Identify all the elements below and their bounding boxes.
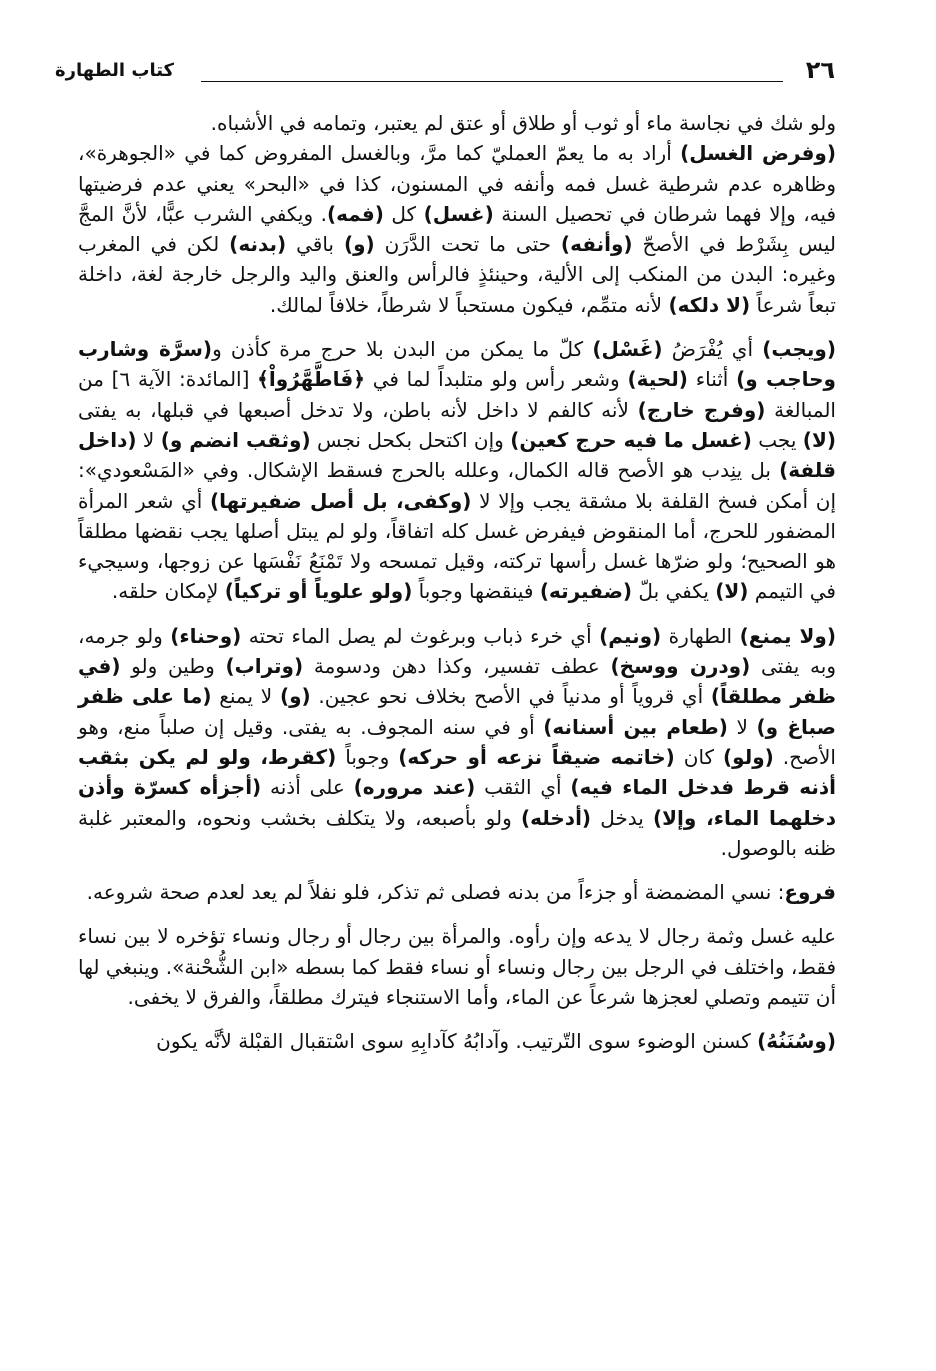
text-run: : نسي المضمضة أو جزءاً من بدنه فصلى ثم تذكر، فلو نفلاً لم يعد لعدم صحة شروعه. <box>86 880 785 905</box>
text-run: على أذنه <box>261 775 354 800</box>
text-run: أي قروياً أو مدنياً في الأصح بخلاف نحو عجين. <box>310 684 711 709</box>
bold-term: (عند مروره) <box>353 775 476 800</box>
page-number: ٢٦ <box>805 56 835 84</box>
text-run: كان <box>674 744 724 769</box>
text-run: [المائدة: الآية ٦] من المبالغة <box>78 367 836 422</box>
paragraph <box>78 1026 836 1056</box>
text-run: وإن اكتحل بكحل نجس <box>310 427 511 452</box>
bold-term: (لا) <box>715 579 749 604</box>
header-rule <box>201 81 783 82</box>
text-run: أي الثقب <box>475 775 571 800</box>
bold-term: (كقرط، ولو لم يكن بثقب أذنه قرط فدخل الماء فيه) <box>78 744 837 800</box>
paragraph <box>78 621 836 863</box>
text-run: أو في سنه المجوف. به يفتى. وقيل إن صلباً منع، وهو الأصح. <box>78 714 836 769</box>
paragraph <box>78 108 836 138</box>
page-header <box>55 58 835 90</box>
bold-term: (لا) <box>802 427 836 452</box>
text-run: أي يُفْرَضُ <box>662 337 763 362</box>
text-run: . ويكفي الشرب عبًّا، لأنَّ المجَّ ليس بِشَرْط في الأصحّ <box>78 201 836 257</box>
text-run: لإمكان حلقه. <box>111 579 225 604</box>
bold-term: ﴿فَاطَّهَّرُواْ﴾ <box>257 367 365 392</box>
bold-term: (وتراب) <box>225 654 304 679</box>
bold-term: (أدخله) <box>520 805 592 830</box>
text-run: كلّ ما يمكن من البدن بلا حرج مرة كأذن و <box>212 337 593 362</box>
text-run: لأنه كالفم لا داخل لأنه باطن، ولا تدخل أصبعها في قبلها، به يفتى <box>78 397 638 422</box>
bold-term: (طعام بين أسنانه) <box>543 714 728 739</box>
bold-term: فروع <box>784 880 836 905</box>
bold-term: (غسل ما فيه حرج كعين) <box>510 427 752 452</box>
bold-term: (ونيم) <box>599 623 662 648</box>
text-run: أي خرء ذباب وبرغوث لم يصل الماء تحته <box>241 623 600 648</box>
text-run: لا <box>136 427 161 452</box>
text-run: لا <box>727 714 757 739</box>
bold-term: (ويجب) <box>762 337 836 362</box>
running-title: كتاب الطهارة <box>55 60 175 81</box>
text-run: بل ينِدب هو الأصح قاله الكمال، وعلله بالحرج فسقط الإشكال. وفي «المَسْعودي»: إن أمكن فسخ القلفة بلا مشقة يجب وإلا لا <box>78 458 836 513</box>
bold-term: (وسُنَنُهُ) <box>757 1029 836 1054</box>
bold-term: (و) <box>343 232 375 257</box>
bold-term: (وحناء) <box>170 623 242 648</box>
bold-term: (ودرن ووسخ) <box>610 654 751 679</box>
bold-term: (أجزأه كسرّة وأذن دخلهما الماء، وإلا) <box>78 775 836 830</box>
bold-term: (ولا يمنع) <box>739 623 836 648</box>
text-run: أثناء <box>687 367 737 392</box>
text-run: يكفي بلّ <box>632 579 716 604</box>
bold-term: (وفرج خارج) <box>637 397 766 422</box>
bold-term: (غَسْل) <box>592 337 663 362</box>
bold-term: (وأنفه) <box>560 232 633 257</box>
bold-term: (ولو علوياً أو تركياً) <box>224 579 413 604</box>
text-run: ولو جرمه، وبه يفتى <box>78 623 836 679</box>
bold-term: (غسل) <box>423 201 494 226</box>
bold-term: (بدنه) <box>229 232 287 257</box>
text-run: ولو شك في نجاسة ماء أو ثوب أو طلاق أو عتق لم يعتبر، وتمامه في الأشباه. <box>210 111 836 135</box>
text-run: الطهارة <box>661 623 740 648</box>
text-run: وجوباً <box>336 744 399 769</box>
bold-term: (ضفيرته) <box>539 579 633 604</box>
bold-term: (ما على ظفر صباغ و) <box>78 684 837 739</box>
text-run: ولو بأصبعه، ولا يتكلف بخشب ونحوه، والمعتبر غلبة ظنه بالوصول. <box>78 805 836 860</box>
text-run: عليه غسل وثمة رجال لا يدعه وإن رأوه. والمرأة بين رجال أو رجال ونساء تؤخره لا بين نساء فقط، واختلف في الرجل بين رجال ونساء أو نساء فقط كما بسطه «ابن الشُّحْنة». وينبغي لها أن تتيمم وتصلي لعجزها شرعاً عن الماء، وأما الاستنجاء فيترك مطلقاً، والفرق لا يخفى. <box>78 924 836 1010</box>
bold-term: (وثقب انضم و) <box>160 427 311 452</box>
bold-term: (و) <box>279 684 311 709</box>
bold-term: (لا دلكه) <box>668 292 751 317</box>
bold-term: (سرَّة وشارب وحاجب و) <box>78 337 836 392</box>
text-run: وشعر رأس ولو متلبداً لما في <box>364 367 628 392</box>
text-run: باقي <box>286 232 344 257</box>
text-run: أراد به ما يعمّ العمليّ كما مرَّ، وبالغسل المفروض كما في «الجوهرة»، وظاهره عدم شرطية غسل فمه وأنفه في المسنون، كذا في «البحر» يعني عدم فرضيتها فيه، وإلا فهما شرطان في تحصيل السنة <box>78 141 837 226</box>
paragraph <box>78 877 836 907</box>
text-run: حتى ما تحت الدَّرَن <box>374 232 561 257</box>
text-run: كسنن الوضوء سوى التّرتيب. وآدابُهُ كآدابِهِ سوى اسْتقبال القبْلة لأنَّه يكون <box>156 1029 758 1054</box>
text-run: كل <box>383 201 424 226</box>
bold-term: (لحية) <box>627 367 688 392</box>
bold-term: (وكفى، بل أصل ضفيرتها) <box>210 488 472 513</box>
text-run: لكن في المغرب وغيره: البدن من المنكب إلى الألية، وحينئذٍ فالرأس والعنق واليد والرجل خارجة لغة، داخلة تبعاً شرعاً <box>78 232 836 317</box>
text-run: فينقضها وجوباً <box>412 579 540 604</box>
text-run: لا يمنع <box>211 684 280 709</box>
paragraph <box>78 334 836 607</box>
paragraph <box>78 921 836 1012</box>
paragraph <box>78 138 836 320</box>
bold-term: (في ظفر مطلقاً) <box>78 654 836 709</box>
text-run: يدخل <box>591 805 654 830</box>
bold-term: (خاتمه ضيقاً نزعه أو حركه) <box>398 744 675 769</box>
bold-term: (وفرض الغسل) <box>680 141 836 166</box>
bold-term: (فمه) <box>326 201 384 226</box>
text-run: عطف تفسير، وكذا دهن ودسومة <box>303 654 611 679</box>
page-body <box>78 108 836 1057</box>
bold-term: (ولو) <box>723 744 774 769</box>
text-run: وطين ولو <box>120 654 226 679</box>
text-run: لأنه متمِّم، فيكون مستحباً لا شرطاً، خلافاً لمالك. <box>269 292 669 317</box>
text-run: أي شعر المرأة المضفور للحرج، أما المنقوض فيفرض غسل كله اتفاقاً، ولو لم يبتل أصلها يجب نقضها مطلقاً هو الصحيح؛ ولو ضرّها غسل رأسها تركته، وقيل تمسحه ولا تَمْنَعُ نَفْسَها عن زوجها، وسيجيء في التيمم <box>78 488 836 604</box>
text-run: يجب <box>751 427 803 452</box>
bold-term: (داخل قلفة) <box>78 427 836 483</box>
